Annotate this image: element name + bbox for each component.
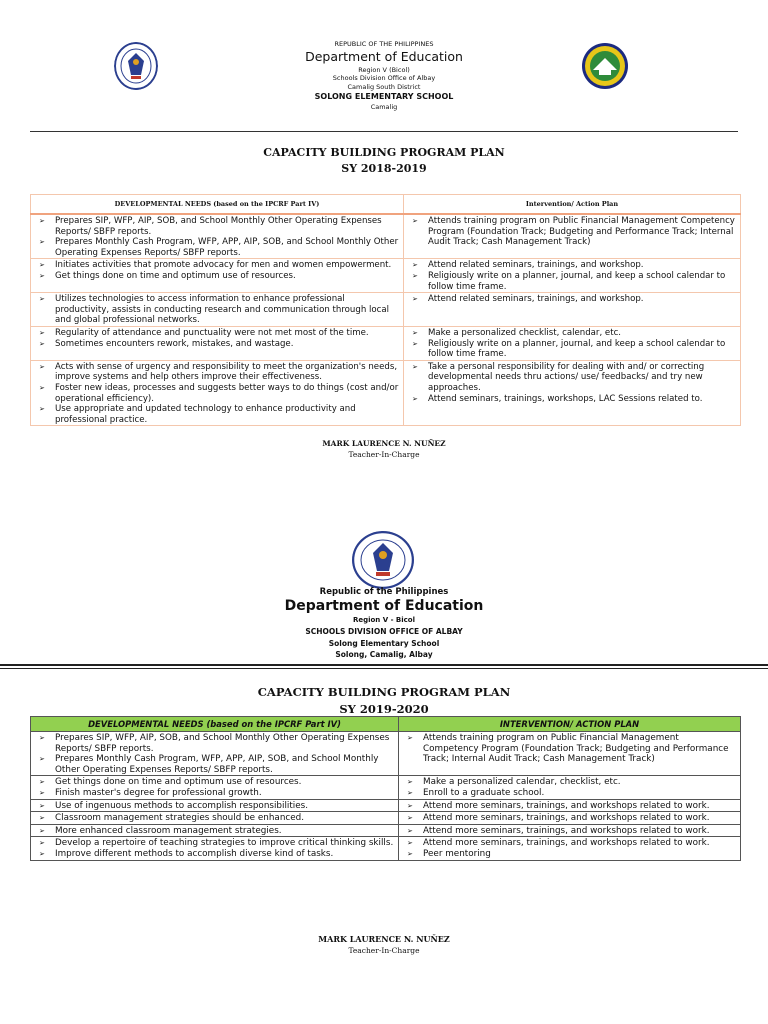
needs-cell <box>31 732 399 776</box>
list-item: ➢ Use appropriate and updated technology to enhance productivity and professional practice. <box>35 404 399 425</box>
list-item: ➢ Get things done on time and optimum use of resources. <box>35 777 394 788</box>
bullet-list <box>408 362 736 404</box>
plan2-col-actions: INTERVENTION/ ACTION PLAN <box>399 717 741 732</box>
plan2-position: Teacher-In-Charge <box>348 946 420 955</box>
list-item: ➢ Prepares Monthly Cash Program, WFP, APP, AIP, SOB, and School Monthly Other Operating Expenses Reports/ SBFP reports. <box>35 237 399 258</box>
bullet-list <box>35 328 399 349</box>
bullet-list <box>35 216 399 258</box>
plan1-signature <box>0 439 768 459</box>
actions-cell <box>399 776 741 799</box>
plan2-table <box>30 716 741 861</box>
needs-cell <box>31 293 404 327</box>
header2-divider-thin <box>0 668 768 669</box>
actions-cell <box>399 732 741 776</box>
bullet-list <box>408 328 736 360</box>
bullet-list <box>403 733 736 765</box>
list-item: ➢ Attend more seminars, trainings, and workshops related to work. <box>403 801 736 812</box>
bullet-list <box>35 801 394 812</box>
list-item: ➢ Attend more seminars, trainings, and workshops related to work. <box>403 826 736 837</box>
needs-cell <box>31 259 404 293</box>
plan2-signature <box>0 934 768 955</box>
actions-cell <box>404 360 741 426</box>
list-item: ➢ Get things done on time and optimum use of resources. <box>35 271 399 282</box>
bullet-list <box>403 801 736 812</box>
list-item: ➢ Utilizes technologies to access information to enhance professional productivity, assists in conducting research and communication through local and global professional networks. <box>35 294 399 326</box>
list-item: ➢ Attend more seminars, trainings, and workshops related to work. <box>403 838 736 849</box>
needs-cell <box>31 837 399 860</box>
needs-cell <box>31 214 404 259</box>
header2-department: Department of Education <box>284 598 484 614</box>
header-district: Camalig South District <box>347 83 421 92</box>
header2-region: Region V - Bicol <box>352 616 416 624</box>
list-item: ➢ Foster new ideas, processes and suggests better ways to do things (cost and/or operational efficiency). <box>35 383 399 404</box>
plan1-title: CAPACITY BUILDING PROGRAM PLAN <box>263 146 505 159</box>
list-item: ➢ Use of ingenuous methods to accomplish responsibilities. <box>35 801 394 812</box>
bullet-list <box>35 260 399 281</box>
table-row <box>31 214 741 259</box>
bullet-list <box>403 777 736 798</box>
list-item: ➢ Make a personalized calendar, checklist, etc. <box>403 777 736 788</box>
needs-cell <box>31 360 404 426</box>
list-item: ➢ Peer mentoring <box>403 849 736 860</box>
list-item: ➢ Attends training program on Public Financial Management Competency Program (Foundation Track; Budgeting and Performance Track; Internal Audit Track; Cash Management Track) <box>403 733 736 765</box>
list-item: ➢ Improve different methods to accomplish diverse kind of tasks. <box>35 849 394 860</box>
plan1-position: Teacher-In-Charge <box>348 450 420 459</box>
letterhead <box>0 40 768 112</box>
plan1-title-block <box>0 145 768 177</box>
actions-cell <box>399 837 741 860</box>
bullet-list <box>403 813 736 824</box>
header2-school: Solong Elementary School <box>328 639 440 648</box>
list-item: ➢ Religiously write on a planner, journal, and keep a school calendar to follow time frame. <box>408 339 736 360</box>
header-town: Camalig <box>370 102 398 111</box>
list-item: ➢ Enroll to a graduate school. <box>403 788 736 799</box>
header2-divider <box>0 664 768 666</box>
plan2-school-year: SY 2019-2020 <box>339 702 429 716</box>
table-row <box>31 293 741 327</box>
list-item: ➢ Attend related seminars, trainings, and workshop. <box>408 294 736 305</box>
table-row <box>31 824 741 837</box>
list-item: ➢ Make a personalized checklist, calendar, etc. <box>408 328 736 339</box>
bullet-list <box>403 826 736 837</box>
list-item: ➢ Attend related seminars, trainings, and workshop. <box>408 260 736 271</box>
list-item: ➢ Attend seminars, trainings, workshops, LAC Sessions related to. <box>408 394 736 405</box>
bullet-list <box>408 294 736 305</box>
bullet-list <box>403 838 736 859</box>
list-item: ➢ Take a personal responsibility for dealing with and/ or correcting developmental needs thru actions/ use/ feedbacks/ and try new approaches. <box>408 362 736 394</box>
actions-cell <box>399 824 741 837</box>
actions-cell <box>404 214 741 259</box>
header-department: Department of Education <box>305 48 463 64</box>
plan1-signer: MARK LAURENCE N. NUÑEZ <box>322 439 446 448</box>
list-item: ➢ Classroom management strategies should be enhanced. <box>35 813 394 824</box>
list-item: ➢ Sometimes encounters rework, mistakes, and wastage. <box>35 339 399 350</box>
plan2-title-block <box>0 684 768 718</box>
list-item: ➢ Develop a repertoire of teaching strategies to improve critical thinking skills. <box>35 838 394 849</box>
list-item: ➢ Attends training program on Public Financial Management Competency Program (Foundation Track; Budgeting and Performance Track; Internal Audit Track; Cash Management Track) <box>408 216 736 248</box>
plan2-signer: MARK LAURENCE N. NUŇEZ <box>318 934 450 944</box>
list-item: ➢ Regularity of attendance and punctuality were not met most of the time. <box>35 328 399 339</box>
header-division: Schools Division Office of Albay <box>332 74 436 83</box>
actions-cell <box>399 812 741 825</box>
needs-cell <box>31 824 399 837</box>
table-row <box>31 326 741 360</box>
bullet-list <box>408 260 736 292</box>
actions-cell <box>404 259 741 293</box>
deped-seal-icon-2 <box>352 531 414 589</box>
actions-cell <box>399 799 741 812</box>
plan1-col-actions: Intervention/ Action Plan <box>404 195 741 215</box>
bullet-list <box>35 813 394 824</box>
table-row <box>31 812 741 825</box>
plan1-school-year: SY 2018-2019 <box>341 162 427 175</box>
header-school: SOLONG ELEMENTARY SCHOOL <box>314 91 454 101</box>
plan1-body <box>31 214 741 426</box>
plan2-col-needs: DEVELOPMENTAL NEEDS (based on the IPCRF Part IV) <box>31 717 399 732</box>
plan1-col-needs: DEVELOPMENTAL NEEDS (based on the IPCRF Part IV) <box>31 195 404 215</box>
list-item: ➢ More enhanced classroom management strategies. <box>35 826 394 837</box>
table-row <box>31 799 741 812</box>
table-row <box>31 732 741 776</box>
plan2-title: CAPACITY BUILDING PROGRAM PLAN <box>257 685 511 699</box>
letterhead-2 <box>0 586 768 661</box>
table-row <box>31 776 741 799</box>
list-item: ➢ Prepares SIP, WFP, AIP, SOB, and School Monthly Other Operating Expenses Reports/ SBFP reports. <box>35 733 394 754</box>
needs-cell <box>31 799 399 812</box>
list-item: ➢ Acts with sense of urgency and responsibility to meet the organization's needs, improve systems and help others improve their effectiveness. <box>35 362 399 383</box>
bullet-list <box>408 216 736 248</box>
bullet-list <box>35 362 399 426</box>
needs-cell <box>31 326 404 360</box>
table-row <box>31 259 741 293</box>
list-item: ➢ Attend more seminars, trainings, and workshops related to work. <box>403 813 736 824</box>
bullet-list <box>35 777 394 798</box>
needs-cell <box>31 812 399 825</box>
list-item: ➢ Religiously write on a planner, journal, and keep a school calendar to follow time frame. <box>408 271 736 292</box>
list-item: ➢ Finish master's degree for professional growth. <box>35 788 394 799</box>
header2-division: SCHOOLS DIVISION OFFICE OF ALBAY <box>305 627 463 636</box>
needs-cell <box>31 776 399 799</box>
header-region: Region V (Bicol) <box>358 65 410 74</box>
header2-address: Solong, Camalig, Albay <box>335 650 433 659</box>
actions-cell <box>404 326 741 360</box>
plan1-table <box>30 194 741 426</box>
table-row <box>31 360 741 426</box>
actions-cell <box>404 293 741 327</box>
bullet-list <box>35 838 394 859</box>
header-divider <box>30 131 738 132</box>
list-item: ➢ Initiates activities that promote advocacy for men and women empowerment. <box>35 260 399 271</box>
plan2-body <box>31 732 741 861</box>
bullet-list <box>35 826 394 837</box>
list-item: ➢ Prepares SIP, WFP, AIP, SOB, and School Monthly Other Operating Expenses Reports/ SBFP reports. <box>35 216 399 237</box>
header-republic: REPUBLIC OF THE PHILIPPINES <box>334 40 434 48</box>
header2-republic: Republic of the Philippines <box>319 587 449 597</box>
bullet-list <box>35 733 394 775</box>
bullet-list <box>35 294 399 326</box>
table-row <box>31 837 741 860</box>
list-item: ➢ Prepares Monthly Cash Program, WFP, APP, AIP, SOB, and School Monthly Other Operating Expenses Reports/ SBFP reports. <box>35 754 394 775</box>
